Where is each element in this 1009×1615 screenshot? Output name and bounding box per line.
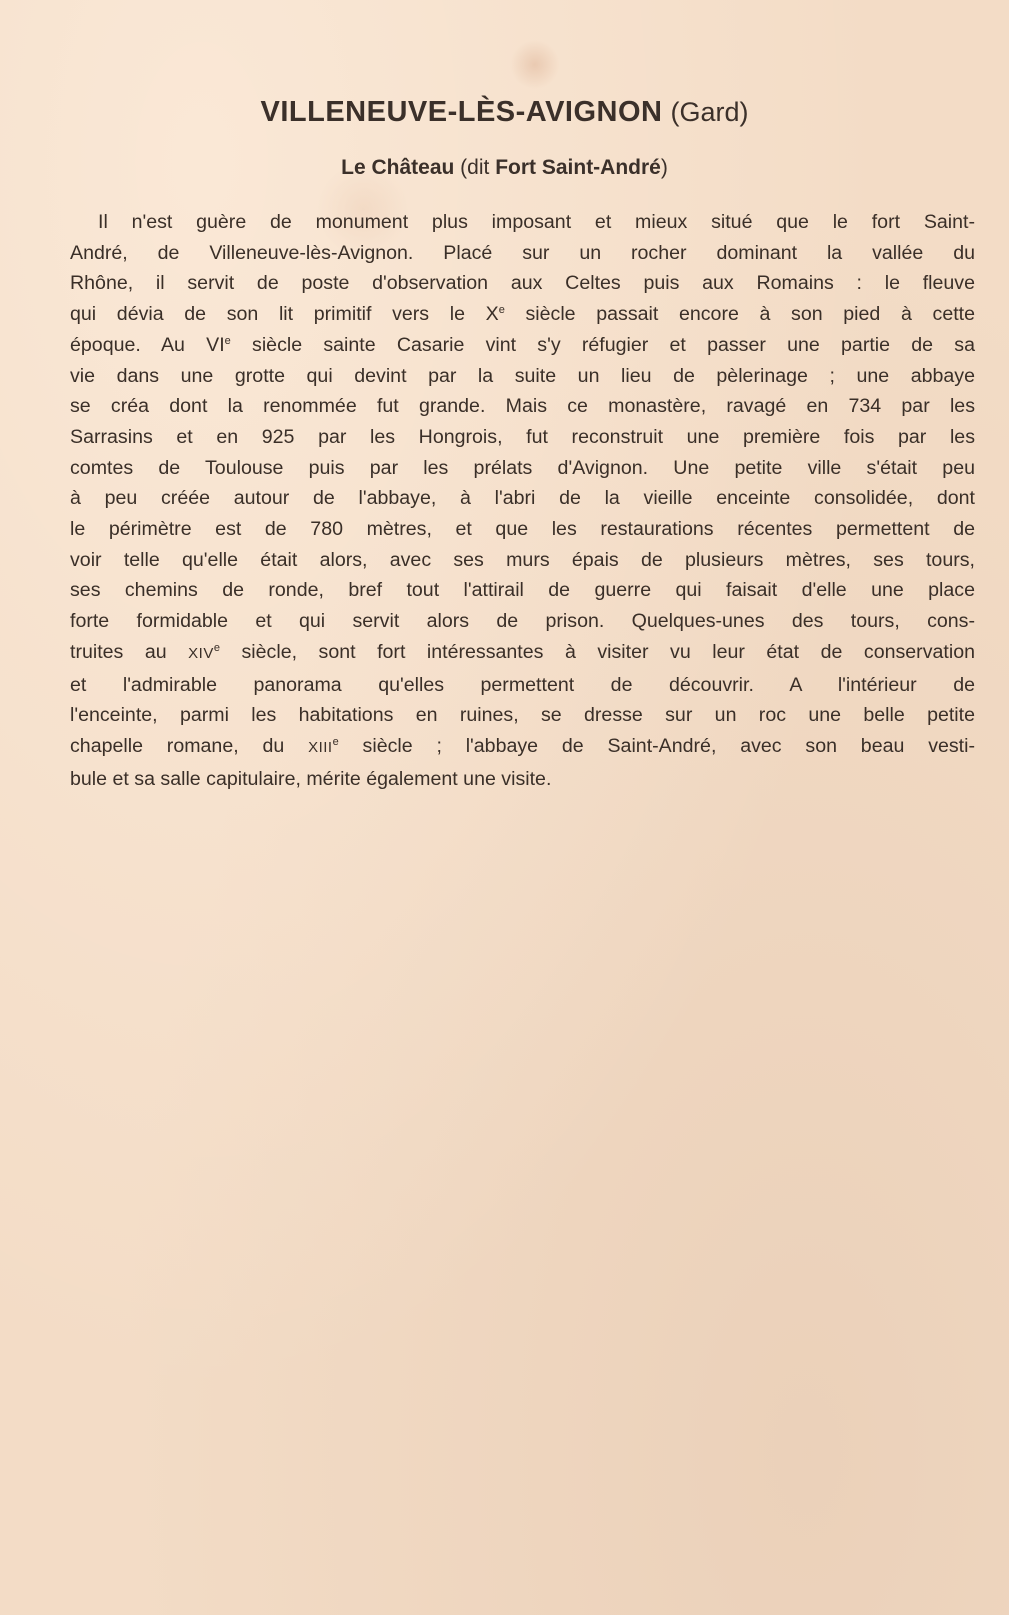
- superscript: e: [332, 735, 339, 748]
- text-fragment: siècle ; l'abbaye de Saint-André, avec son beau vesti-: [338, 734, 976, 757]
- text-line: [70, 731, 975, 764]
- text-fragment: siècle sainte Casarie vint s'y réfugier et passer une partie de sa: [230, 333, 975, 356]
- text-line: [70, 299, 975, 330]
- text-line: Sarrasins et en 925 par les Hongrois, fut reconstruit une première fois par les: [70, 425, 975, 448]
- page-title: VILLENEUVE-LÈS-AVIGNON: [260, 96, 663, 128]
- text-line: comtes de Toulouse puis par les prélats d'Avignon. Une petite ville s'était peu: [70, 456, 975, 479]
- text-fragment: truites au: [70, 640, 189, 663]
- text-fragment: époque. Au VI: [70, 333, 225, 356]
- department-label: (Gard): [670, 97, 749, 127]
- subtitle-fort-name: Fort Saint-André: [495, 156, 661, 179]
- text-line: se créa dont la renommée fut grande. Mais ce monastère, ravagé en 734 par les: [70, 395, 975, 418]
- subtitle: [0, 156, 1009, 180]
- text-fragment: chapelle romane, du: [70, 734, 309, 757]
- text-line: André, de Villeneuve-lès-Avignon. Placé sur un rocher dominant la vallée du: [70, 241, 975, 264]
- text-line: [70, 637, 975, 670]
- text-fragment: siècle passait encore à son pied à cette: [504, 303, 975, 326]
- superscript: e: [224, 334, 231, 347]
- text-fragment: siècle, sont fort intéressantes à visiter vu leur état de conservation: [219, 640, 975, 663]
- text-line: voir telle qu'elle était alors, avec ses murs épais de plusieurs mètres, ses tours,: [70, 548, 975, 571]
- subtitle-dit: (dit: [454, 156, 496, 179]
- text-line: Rhône, il servit de poste d'observation aux Celtes puis aux Romains : le fleuve: [70, 272, 975, 295]
- superscript: e: [213, 641, 220, 654]
- text-line: ses chemins de ronde, bref tout l'attirail de guerre qui faisait d'elle une place: [70, 579, 975, 602]
- header: [0, 96, 1009, 129]
- text-line: le périmètre est de 780 mètres, et que les restaurations récentes permettent de: [70, 518, 975, 541]
- subtitle-close: ): [660, 156, 668, 179]
- text-line: Il n'est guère de monument plus imposant et mieux situé que le fort Saint-: [98, 211, 975, 233]
- century-numeral: XIV: [188, 644, 214, 662]
- superscript: e: [498, 304, 505, 317]
- text-line: bule et sa salle capitulaire, mérite également une visite.: [70, 767, 552, 790]
- text-line: l'enceinte, parmi les habitations en ruines, se dresse sur un roc une belle petite: [70, 704, 975, 727]
- text-fragment: qui dévia de son lit primitif vers le X: [70, 303, 499, 326]
- century-numeral: XIII: [308, 738, 333, 756]
- text-line: forte formidable et qui servit alors de prison. Quelques-unes des tours, cons-: [70, 610, 975, 633]
- subtitle-castle: Le Château: [341, 156, 455, 179]
- text-line: et l'admirable panorama qu'elles permettent de découvrir. A l'intérieur de: [70, 673, 975, 696]
- text-line: vie dans une grotte qui devint par la suite un lieu de pèlerinage ; une abbaye: [70, 364, 975, 387]
- text-line: [70, 330, 975, 361]
- text-line: à peu créée autour de l'abbaye, à l'abri de la vieille enceinte consolidée, dont: [70, 487, 975, 510]
- description-paragraph: [70, 207, 975, 794]
